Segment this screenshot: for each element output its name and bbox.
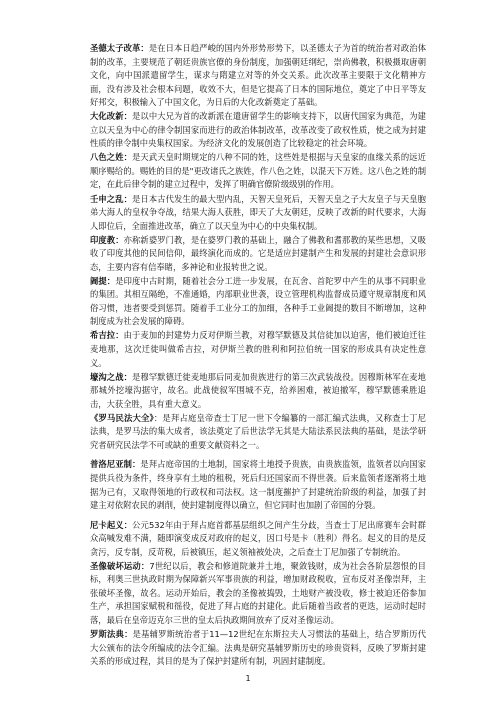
entry-term: 阇提： <box>90 275 116 286</box>
entry-term: 壬申之乱： <box>90 193 133 204</box>
entry-definition: 亦称新婆罗门教，是在婆罗门教的基础上，融合了佛教和耆那教的某些思想，又吸收了印度其他的民间信仰，最终演化而成的。它是适应封建制产生和发展的封建社会意识形态，主要内容有信奉睹，多神论和业报转世之说。 <box>90 234 426 272</box>
glossary-entry <box>90 234 426 275</box>
glossary-entry <box>90 412 426 453</box>
entry-term: 壕沟之战： <box>90 371 133 382</box>
page-number: 1 <box>245 674 251 683</box>
entry-term: 罗斯法典： <box>90 628 133 639</box>
entry-term: 大化改新： <box>90 111 133 122</box>
entry-definition: 是拜占庭帝国的土地制，国家将土地授予贵族，由贵族监领，监领者以向国家提供兵役为条件，终身享有土地的租税，死后归还国家而不得世袭。后来监领者逐渐将土地据为己有，又取得领地的行政权和司法权。这一制度摧护了封建统治阶级的利益，加强了封建主对依附农民的剥削，使封建制度得以确立，但它同时也加剧了帝国的分裂。 <box>90 459 426 511</box>
entry-term: 尼卡起义： <box>90 519 133 530</box>
entry-definition: 是日本古代发生的最大型内乱，天智天皇死后，天智天皇之子大友皇子与天皇胞弟大海人的皇权争夺战，结果大海人获胜，即天了大友朝廷，反映了改新的时代要求，大海人即位后，全面推进改革，确立了以天皇为中心的中央集权制。 <box>90 193 426 231</box>
entry-definition: 是在日本日趋严峻的国内外形势形势下，以圣德太子为首的统治者对政治体制的改革，主要规范了朝廷贵族官僚的身份制度，加强朝廷纲纪，崇尚佛教，积极摄取唐朝文化，向中国派遣留学生，谋求与隋建立对等的外交关系。此次改革主要限于文化精神方面，没有涉及社会根本问题，收效不大，但是它提高了日本的国际地位，奠定了中日平等友好邦交，积极输入了中国文化，为日后的大化改新奠定了基础。 <box>90 43 426 108</box>
glossary-entry <box>90 371 426 412</box>
entry-term: 普洛尼亚制： <box>90 459 141 470</box>
glossary-entry <box>90 560 426 628</box>
entry-term: 印度教： <box>90 234 124 245</box>
entry-definition: 是天武天皇时期规定的八种不同的姓，这些姓是根据与天皇家的血缘关系的远近顺序赐给的。赐姓的目的是"更改诸氏之族姓，作八色之姓，以混天下万姓。这八色之姓的制定，在此后律令制的建立过程中，发挥了明确官僚阶级级别的作用。 <box>90 152 426 190</box>
entry-definition: 是以中大兄为首的改新派在遣唐留学生的影响支持下，以唐代国家为典范，为建立以天皇为中心的律令制国家而进行的政治体制改革，改革改变了政权性质，使之成为封建性质的律令制中央集权国家。为经济文化的发展创造了比较稳定的社会环境。 <box>90 111 426 149</box>
entries-list <box>90 42 426 669</box>
glossary-entry <box>90 329 426 370</box>
entry-definition: 7世纪以后，教会和修道院兼并土地，聚敛钱财，成为社会各阶层怨恨的目标，利奥三世执政时期为保障新兴军事贵族的利益，增加财政税收，宣布反对圣像崇拜，主张破坏圣像，故名。运动开始后，教会的圣像被捣毁，土地财产被没收，修士被迫还俗参加生产，承担国家赋税和徭役，促进了拜占庭的封建化。此后随着当政者的更迭，运动时起时落，最后在皇帝迈克尔三世的皇太后执政期间放弃了反对圣像运动。 <box>90 560 426 625</box>
glossary-entry <box>90 628 426 669</box>
entry-definition: ：是拜占庭皇帝查士丁尼一世下令编纂的一部汇编式法典，又称查士丁尼法典，是罗马法的集大成者，该法奠定了后世法学无其是大陆法系民法典的基础，是法学研究者研究民法学不可或缺的重要文献资料之一。 <box>90 412 426 450</box>
entry-definition: 是印度中古时期，随着社会分工进一步发展，在瓦舍、首陀罗中产生的从事不同职业的集团。其相互隔绝，不准通婚，内部职业世袭，设立管理机构监督成员遵守规章制度和风俗习惯，违者要受到惩罚。随着手工业分工的加细，各种手工业阇提的数目不断增加，这种制度成为社会发展的障碍。 <box>90 275 426 327</box>
entry-term: 希吉拉： <box>90 330 124 341</box>
glossary-entry <box>90 193 426 234</box>
glossary-entry <box>90 275 426 329</box>
glossary-entry <box>90 42 426 110</box>
entry-term: 圣像破坏运动： <box>90 560 150 571</box>
glossary-entry <box>90 110 426 151</box>
glossary-entry <box>90 151 426 192</box>
entry-definition: 由于麦加的封建势力反对伊斯兰教，对穆罕默德及其信徒加以迫害，他们被迫迁往麦地那，这次迁徙叫做希吉拉，对伊斯兰教的胜利和阿拉伯统一国家的形成具有决定性意义。 <box>90 330 426 368</box>
entry-term: 圣德太子改革： <box>90 43 149 53</box>
entry-definition: 是穆罕默德迁徙麦地那后同麦加贵族进行的第三次武装战役。因穆斯林军在麦地那城外挖壕沟据守，故名。此战使叙军围城不克，给养困难，被迫撤军，穆罕默德乘胜追击，大获全胜，具有重大意义。 <box>90 371 426 409</box>
glossary-entry <box>90 519 426 560</box>
entry-term: 《罗马民法大全》 <box>90 412 154 423</box>
entry-term: 八色之姓： <box>90 152 133 163</box>
glossary-entry <box>90 458 426 512</box>
entry-definition: 公元532年由于拜占庭首都基层组织之间产生分歧，当查士丁尼出席赛车会时群众高喊发难不满，随即演变成反对政府的起义，因口号是卡（胜利）得名。起义的目的是反贪污，反专制，反苛税，后被镇压，起义领袖被处决，之后查士丁尼加强了专制统治。 <box>90 519 426 557</box>
entry-definition: 是基辅罗斯统治者于11—12世纪在东斯拉夫人习惯法的基础上，结合罗斯历代大公颁布的法令所编成的法令汇编。法典是研究基辅罗斯历史的珍贵资料，反映了罗斯封建关系的形成过程，其目的是为了保护封建所有制，巩固封建制度。 <box>90 628 426 667</box>
